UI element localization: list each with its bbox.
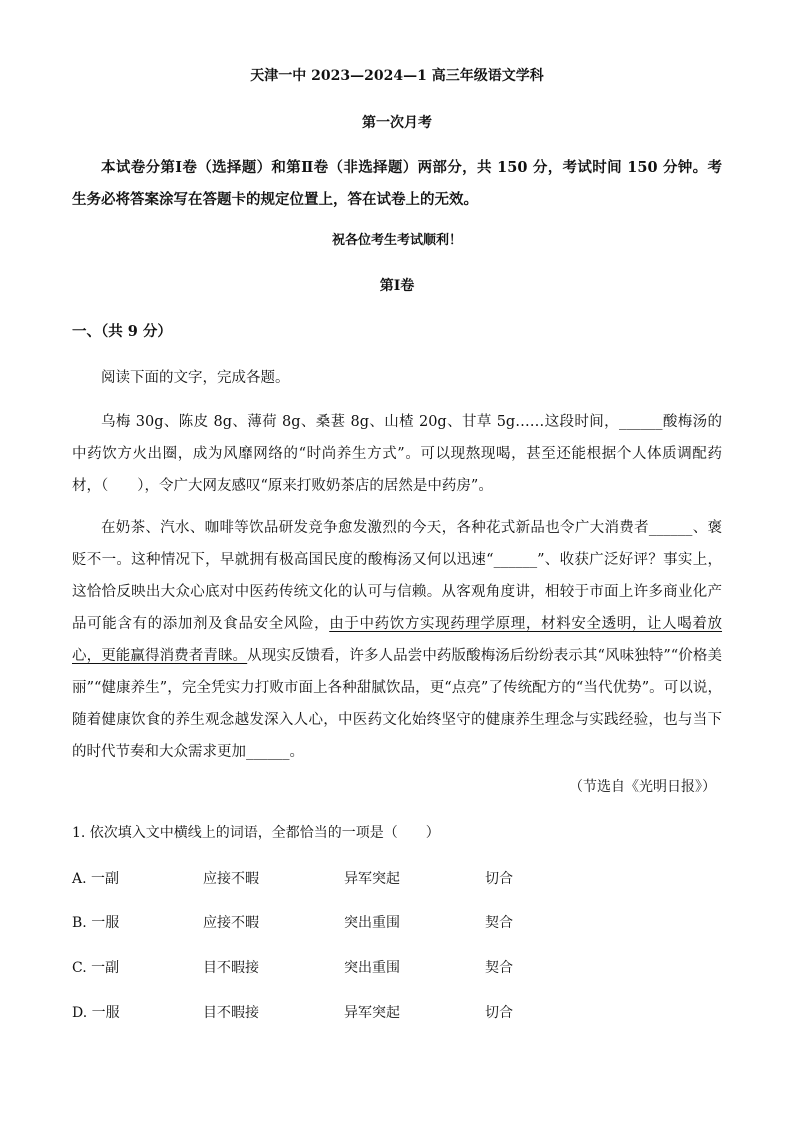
- reading-instruction: 阅读下面的文字，完成各题。: [101, 370, 290, 386]
- option-b-label: B. 一服: [72, 915, 120, 931]
- option-a-label: A. 一副: [72, 871, 120, 887]
- option-c-label: C. 一副: [72, 960, 120, 976]
- question-1-stem: 1. 依次填入文中横线上的词语，全都恰当的一项是（ ）: [72, 825, 440, 841]
- option-c-word-3: 突出重围: [344, 960, 400, 976]
- blessing-text: 祝各位考生考试顺利！: [331, 233, 462, 248]
- option-d-word-4: 切合: [485, 1005, 513, 1021]
- option-c: [72, 956, 672, 980]
- passage-source: （节选自《光明日报》）: [569, 779, 716, 795]
- option-c-word-2: 目不暇接: [203, 960, 259, 976]
- underlined-sentence: 由于中药饮方实现药理学原理，材料安全透明，让人喝着放心，更能赢得消费者青睐。: [72, 616, 723, 664]
- passage-p2-part-a: 在奶茶、汽水、咖啡等饮品研发竞争愈发激烈的今天，各种花式新品也令广大消费者______、褒贬不一。这种情况下，早就拥有极高国民度的酸梅汤又何以迅速“______”、收获广泛好评？事实上，这恰恰反映出大众心底对中医药传统文化的认可与信赖。从客观角度讲，相较于市面上许多商业化产品可能含有的添加剂及食品安全风险，: [72, 520, 722, 632]
- option-d-word-3: 异军突起: [344, 1005, 400, 1021]
- passage-p2-part-b: 从现实反馈看，许多人品尝中药版酸梅汤后纷纷表示其“风味独特”“价格美丽”“健康养生”，完全凭实力打败市面上各种甜腻饮品，更“点亮”了传统配方的“当代优势”。可以说，随着健康饮食的养生观念越发深入人心，中医药文化始终坚守的健康养生理念与实践经验，也与当下的时代节奏和大众需求更加______。: [72, 648, 722, 760]
- exam-subtitle: 第一次月考: [362, 115, 432, 131]
- option-b-word-2: 应接不暇: [203, 915, 259, 931]
- exam-instructions: 本试卷分第Ⅰ卷（选择题）和第Ⅱ卷（非选择题）两部分，共 150 分，考试时间 150 分钟。考生务必将答案涂写在答题卡的规定位置上，答在试卷上的无效。: [72, 159, 722, 208]
- passage-paragraph-1: 乌梅 30g、陈皮 8g、薄荷 8g、桑葚 8g、山楂 20g、甘草 5g……这段时间，______酸梅汤的中药饮方火出圈，成为风靡网络的“时尚养生方式”。可以现熬现喝，甚至还能根据个人体质调配药材，（ ），令广大网友感叹“原来打败奶茶店的居然是中药房”。: [72, 414, 722, 494]
- option-d: [72, 1001, 672, 1025]
- option-c-word-4: 契合: [485, 960, 513, 976]
- option-b-word-3: 突出重围: [344, 915, 400, 931]
- option-b-word-4: 契合: [485, 915, 513, 931]
- volume-heading: 第Ⅰ卷: [379, 278, 415, 294]
- option-a-word-4: 切合: [485, 871, 513, 887]
- option-d-label: D. 一服: [72, 1005, 120, 1021]
- option-a: [72, 867, 672, 891]
- section-heading: 一、（共 9 分）: [72, 323, 172, 340]
- option-a-word-2: 应接不暇: [203, 871, 259, 887]
- option-a-word-3: 异军突起: [344, 871, 400, 887]
- option-b: [72, 911, 672, 935]
- passage-paragraph-2: [72, 512, 722, 768]
- exam-title: 天津一中 2023—2024—1 高三年级语文学科: [250, 68, 544, 84]
- option-d-word-2: 目不暇接: [203, 1005, 259, 1021]
